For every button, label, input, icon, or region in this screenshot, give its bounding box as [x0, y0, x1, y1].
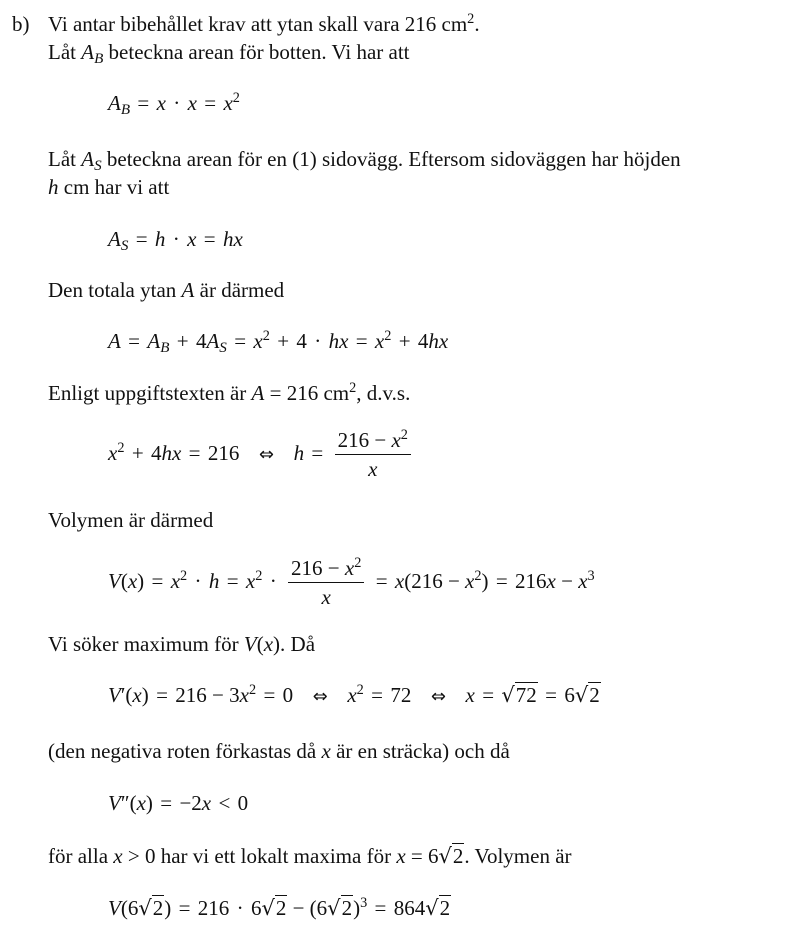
equation-derivative: $V'(x) = 216 - 3x^2 = 0$ ⇔ $x^2 = 72$ ⇔ x = √72 = 6√2	[108, 682, 600, 707]
fraction: $\frac{216 - x^2}{x}$	[335, 430, 411, 480]
equation-height: $x^2 + 4hx = 216$ ⇔ h = $\frac{216 - x^2}{x}$	[108, 430, 415, 480]
equation-side-area: $A_S = h \cdot x$ = hx	[108, 227, 243, 254]
paragraph-total-area: Den totala ytan A är därmed	[48, 278, 285, 302]
intro-line: Vi antar bibehållet krav att ytan skall vara 216 $cm^2$.	[48, 11, 480, 36]
equation-volume: $V(x) = x^2 \cdot h = x^2$ · $\frac{216 - x^2}{x}$ = $x(216 - x^2) = 216x - x^3$	[108, 555, 595, 609]
part-letter: b)	[12, 12, 30, 36]
equation-max-volume: $V(6√2) = 216 \cdot 6√2 - (6√2)^3 = 864√2$	[108, 895, 451, 920]
part-label	[12, 14, 30, 35]
paragraph-negative-root: (den negativa roten förkastas då x är en sträcka) och då	[48, 739, 510, 763]
paragraph-side-area: Låt $A_S$ beteckna arean för en (1) sidovägg. Eftersom sidoväggen har höjden	[48, 147, 681, 174]
sqrt: √72	[501, 683, 537, 707]
equivalence-icon: ⇔	[312, 686, 328, 707]
paragraph-bottom-area: Låt $A_B$ beteckna arean för botten. Vi har att	[48, 40, 410, 67]
paragraph-maximum: Vi söker maximum för V(x). Då	[48, 632, 316, 656]
equation-second-derivative: V″(x) = −2x < 0	[108, 791, 249, 815]
paragraph-side-area-cont: h cm har vi att	[48, 175, 170, 199]
sqrt: √2	[574, 683, 600, 707]
paragraph-volume: Volymen är därmed	[48, 508, 214, 532]
paragraph-given-area: Enligt uppgiftstexten är A = 216 $cm^2$, d.v.s.	[48, 380, 411, 405]
equivalence-icon: ⇔	[430, 686, 446, 707]
paragraph-local-maximum: för alla x > 0 har vi ett lokalt maxima för x = 6√2. Volymen är	[48, 844, 572, 868]
equivalence-icon: ⇔	[258, 443, 274, 465]
equation-total-area: $A = A_B + 4A_S = x^2 + 4$ · hx = $x^2 + 4hx$	[108, 328, 449, 356]
equation-bottom-area: $A_B = x \cdot x = x^2$	[108, 90, 240, 118]
sqrt: √2	[438, 844, 464, 868]
fraction: $\frac{216 - x^2}{x}$	[288, 558, 364, 608]
